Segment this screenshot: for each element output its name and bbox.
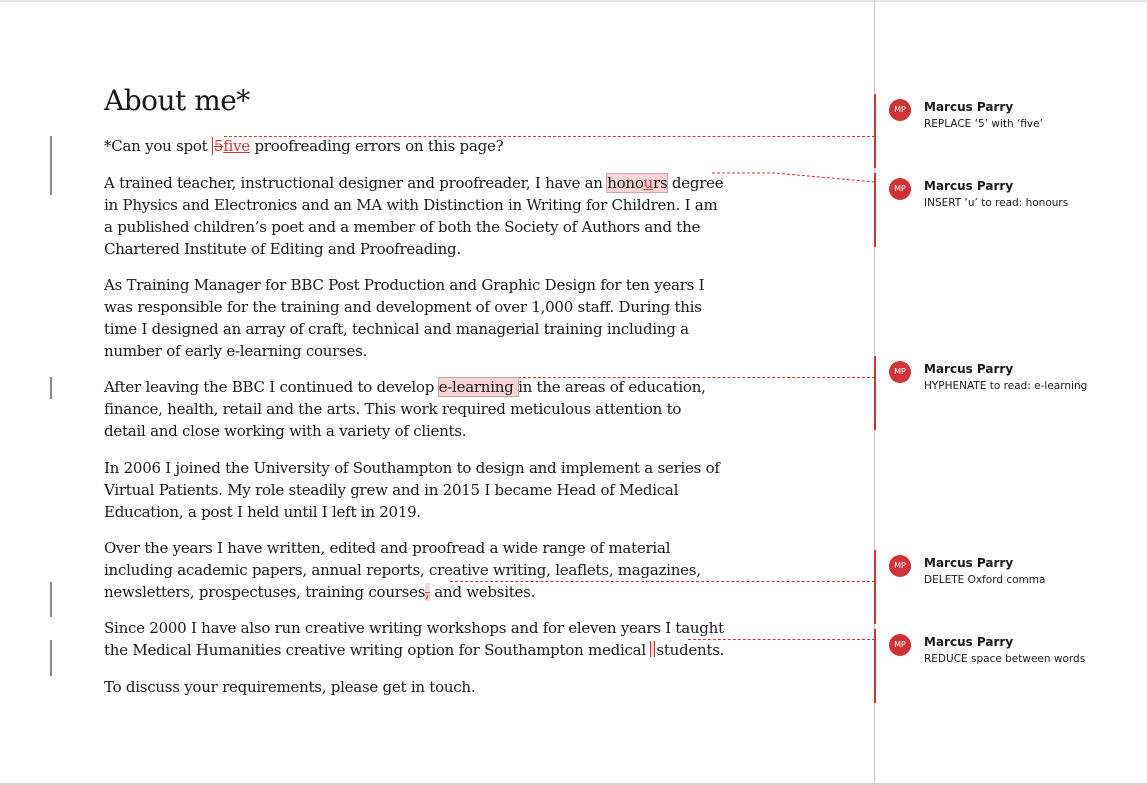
- comment-marker-bar: [874, 94, 876, 168]
- commented-word-honours[interactable]: honours: [607, 174, 668, 192]
- comment-marker-bar: [874, 550, 876, 624]
- page-title: About me*: [104, 84, 250, 117]
- text-line: in Physics and Electronics and an MA with Distinction in Writing for Children. I am: [104, 196, 718, 214]
- comment-text: INSERT ‘u’ to read: honours: [924, 197, 1069, 209]
- comment-card[interactable]: [874, 94, 1134, 168]
- comment-marker-bar: [874, 173, 876, 247]
- comment-author: Marcus Parry: [924, 556, 1014, 570]
- comment-author: Marcus Parry: [924, 362, 1014, 376]
- avatar: MP: [889, 361, 911, 383]
- text-line: finance, health, retail and the arts. This work required meticulous attention to: [104, 400, 682, 418]
- comment-card[interactable]: [874, 550, 1134, 624]
- text-line: Chartered Institute of Editing and Proofreading.: [104, 240, 461, 258]
- paragraph-1[interactable]: [104, 172, 794, 260]
- inserted-text[interactable]: u: [643, 174, 654, 192]
- text-line: time I designed an array of craft, technical and managerial training including a: [104, 320, 689, 338]
- text-line: newsletters, prospectuses, training courses, and websites.: [104, 583, 536, 601]
- deleted-text[interactable]: 5: [213, 137, 224, 155]
- comment-author: Marcus Parry: [924, 100, 1014, 114]
- comment-text: REPLACE ‘5’ with ‘five’: [924, 118, 1043, 130]
- comment-author: Marcus Parry: [924, 179, 1014, 193]
- intro-paragraph[interactable]: [104, 135, 794, 157]
- text-line: including academic papers, annual reports, creative writing, leaflets, magazines,: [104, 561, 701, 579]
- text-line: number of early e-learning courses.: [104, 342, 368, 360]
- text-line: In 2006 I joined the University of Southampton to design and implement a series of: [104, 459, 720, 477]
- comment-text: DELETE Oxford comma: [924, 574, 1046, 586]
- text-line: the Medical Humanities creative writing option for Southampton medical students.: [104, 641, 725, 659]
- paragraph-4[interactable]: [104, 457, 794, 523]
- comment-card[interactable]: [874, 173, 1134, 247]
- comment-card[interactable]: [874, 629, 1134, 703]
- text-line: A trained teacher, instructional designer and proofreader, I have an honours degree: [104, 174, 724, 192]
- text-line: Over the years I have written, edited and proofread a wide range of material: [104, 539, 671, 557]
- deleted-comma[interactable]: ,: [425, 583, 430, 601]
- extra-space-mark[interactable]: [650, 641, 655, 657]
- paragraph-2[interactable]: [104, 274, 794, 362]
- paragraph-6[interactable]: [104, 617, 794, 661]
- text-line: detail and close working with a variety of clients.: [104, 422, 467, 440]
- avatar: MP: [889, 634, 911, 656]
- avatar: MP: [889, 99, 911, 121]
- text-run: *Can you spot: [104, 137, 212, 155]
- avatar: MP: [889, 555, 911, 577]
- text-line: Virtual Patients. My role steadily grew and in 2015 I became Head of Medical: [104, 481, 679, 499]
- avatar: MP: [889, 178, 911, 200]
- text-line: As Training Manager for BBC Post Production and Graphic Design for ten years I: [104, 276, 705, 294]
- paragraph-5[interactable]: [104, 537, 794, 603]
- text-line: After leaving the BBC I continued to develop e-learning in the areas of education,: [104, 378, 706, 396]
- comment-text: HYPHENATE to read: e-learning: [924, 380, 1088, 392]
- paragraph-3[interactable]: [104, 376, 794, 442]
- text-run: proofreading errors on this page?: [249, 137, 504, 155]
- text-line: Since 2000 I have also run creative writing workshops and for eleven years I taught: [104, 619, 724, 637]
- commented-word-e-learning[interactable]: e-learning: [438, 378, 519, 396]
- text-line: Education, a post I held until I left in 2019.: [104, 503, 421, 521]
- comment-card[interactable]: [874, 356, 1134, 430]
- text-line: a published children’s poet and a member of both the Society of Authors and the: [104, 218, 701, 236]
- comment-marker-bar: [874, 629, 876, 703]
- closing-paragraph: To discuss your requirements, please get in touch.: [104, 678, 476, 696]
- comment-text: REDUCE space between words: [924, 653, 1086, 665]
- text-line: was responsible for the training and development of over 1,000 staff. During this: [104, 298, 702, 316]
- inserted-text[interactable]: five: [223, 137, 250, 155]
- comment-marker-bar: [874, 356, 876, 430]
- comment-author: Marcus Parry: [924, 635, 1014, 649]
